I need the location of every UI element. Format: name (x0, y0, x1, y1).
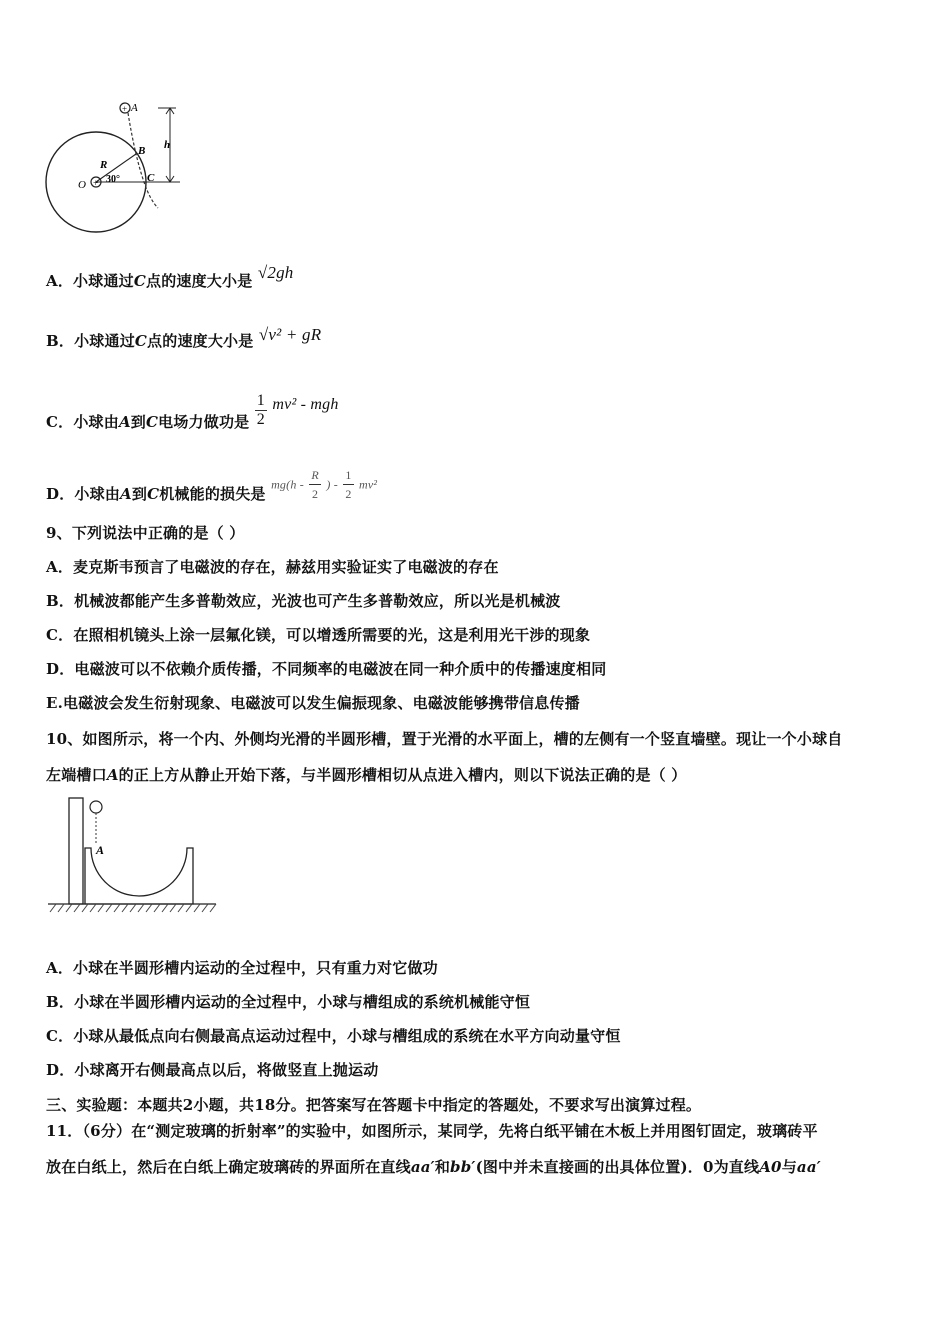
q11-line1: 11．（6分）在“测定玻璃的折射率”的实验中，如图所示，某同学，先将白纸平铺在木板上并用图钉固定，玻璃砖平 (46, 1122, 818, 1140)
formula-sqrt-2gh: √2gh (257, 263, 294, 282)
q8-option-b: B．小球通过C点的速度大小是 √v² + gR (46, 325, 322, 350)
svg-text:+: + (93, 178, 99, 188)
q10-option-b: B．小球在半圆形槽内运动的全过程中，小球与槽组成的系统机械能守恒 (46, 993, 531, 1011)
q8-option-a: A．小球通过C点的速度大小是 √2gh (46, 263, 294, 290)
q11-line2: 放在白纸上，然后在白纸上确定玻璃砖的界面所在直线aa′和bb′(图中并未直接画的出具体位置)．0为直线A0与aa′ (46, 1158, 821, 1176)
q10-stem-line2: 左端槽口A的正上方从静止开始下落，与半圆形槽相切从点进入槽内，则以下说法正确的是（ ） (46, 766, 687, 784)
label-a: A (131, 102, 138, 114)
q8-option-c: C．小球由A到C电场力做功是 $\frac{1}{2}$ mv² - mgh (46, 392, 339, 431)
label-h: h (164, 139, 171, 151)
q9-option-e: E.电磁波会发生衍射现象、电磁波可以发生偏振现象、电磁波能够携带信息传播 (46, 694, 580, 712)
ball-icon (90, 801, 102, 813)
q9-stem: 9、下列说法中正确的是（ ） (46, 524, 245, 542)
q9-option-c: C．在照相机镜头上涂一层氟化镁，可以增透所需要的光，这是利用光干涉的现象 (46, 626, 591, 644)
ground-hatch (50, 904, 216, 912)
q10-stem-line1: 10、如图所示，将一个内、外侧均光滑的半圆形槽，置于光滑的水平面上，槽的左侧有一个竖直墙壁。现让一个小球自 (46, 730, 843, 748)
q8-option-d: D．小球由A到C机械能的损失是 mg(h - $\frac{R}{2}$ ) - $\frac{1}{2}$ mv² (46, 468, 378, 503)
trajectory-line (128, 113, 158, 208)
label-c: C (147, 172, 155, 184)
wall (69, 798, 83, 904)
formula-work: mv² - mgh (272, 395, 339, 413)
section3-title: 三、实验题：本题共2小题，共18分。把答案写在答题卡中指定的答题处，不要求写出演算过程。 (46, 1096, 702, 1114)
q9-option-a: A．麦克斯韦预言了电磁波的存在，赫兹用实验证实了电磁波的存在 (46, 558, 499, 576)
q9-option-b: B．机械波都能产生多普勒效应，光波也可产生多普勒效应，所以光是机械波 (46, 592, 561, 610)
label-o: O (78, 179, 86, 191)
svg-text:+: + (122, 104, 128, 114)
q10-option-a: A．小球在半圆形槽内运动的全过程中，只有重力对它做功 (46, 959, 438, 977)
groove-diagram (44, 792, 220, 920)
label-angle: 30° (106, 174, 120, 185)
label-r: R (100, 159, 108, 171)
circle-diagram (40, 96, 190, 241)
formula-half: $\frac{1}{2}$ (256, 392, 265, 428)
formula-sqrt-v2-gr: √v² + gR (258, 325, 322, 344)
label-b: B (138, 145, 146, 157)
label-a-groove: A (96, 843, 105, 857)
q9-option-d: D．电磁波可以不依赖介质传播，不同频率的电磁波在同一种介质中的传播速度相同 (46, 660, 607, 678)
q10-option-c: C．小球从最低点向右侧最高点运动过程中，小球与槽组成的系统在水平方向动量守恒 (46, 1027, 621, 1045)
q10-option-d: D．小球离开右侧最高点以后，将做竖直上抛运动 (46, 1061, 379, 1079)
